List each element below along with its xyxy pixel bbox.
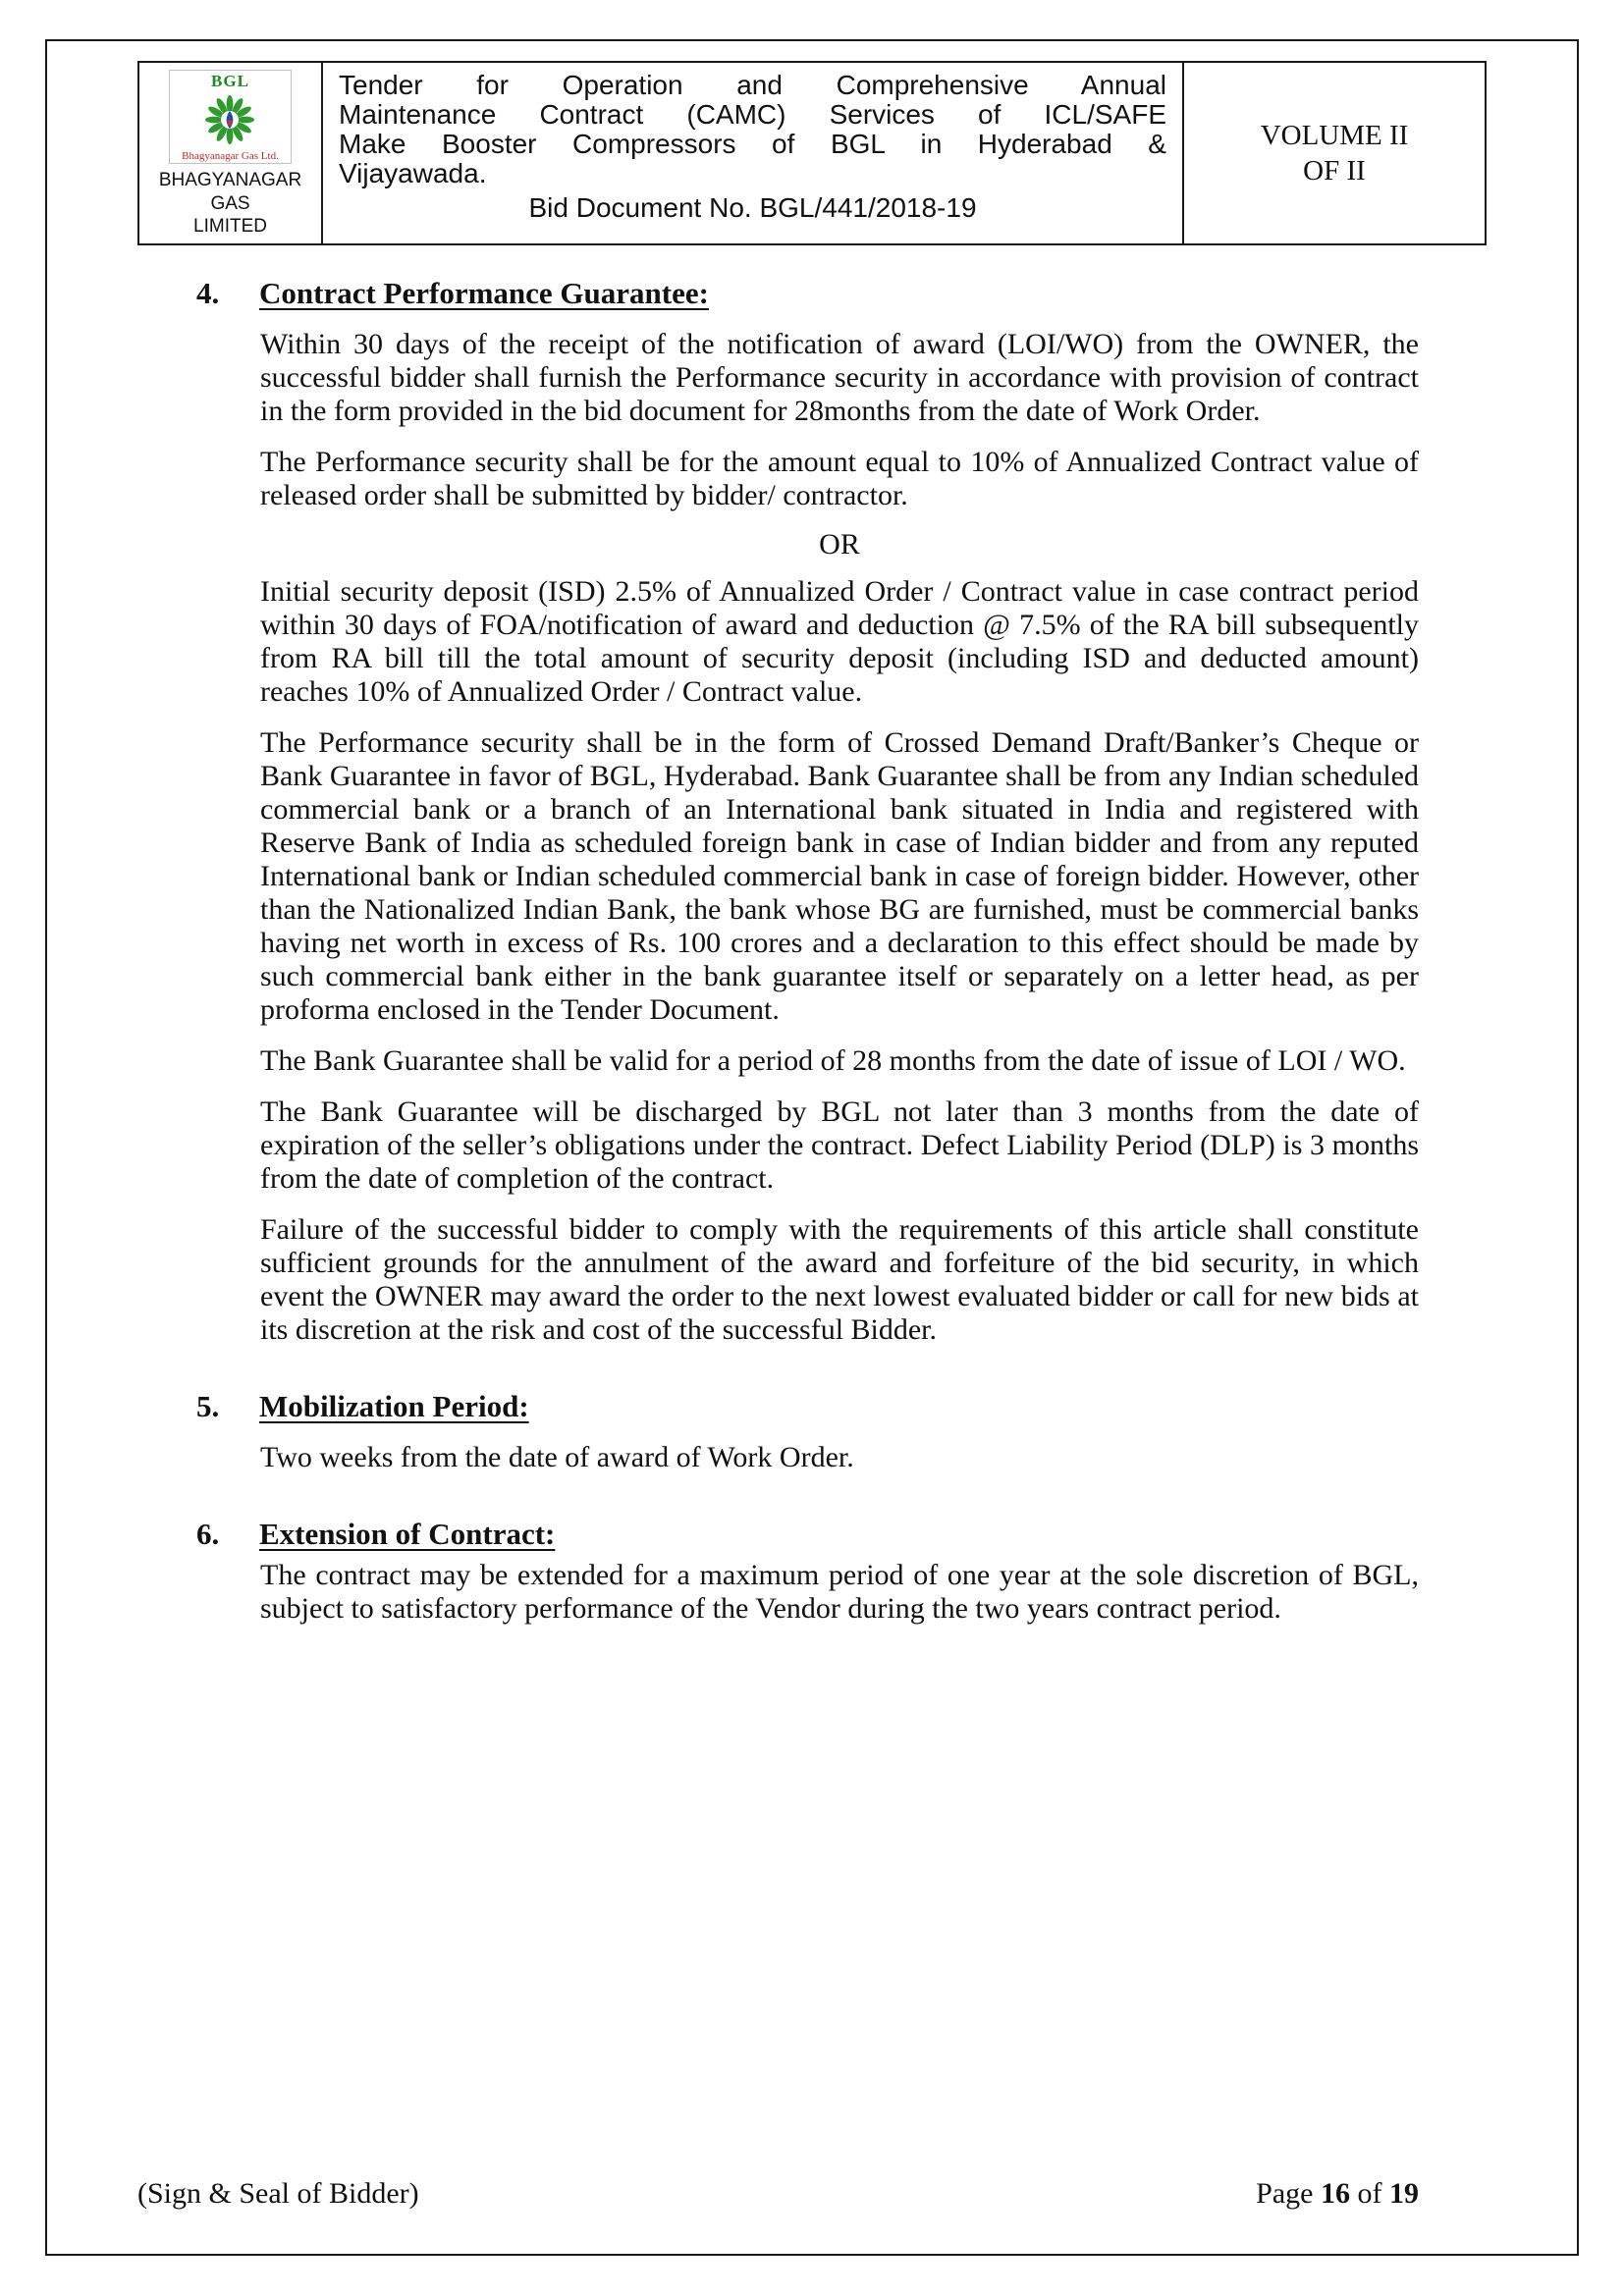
tender-title-line: Maintenance Contract (CAMC) Services of ICL/SAFE bbox=[339, 99, 1166, 130]
section-5-heading bbox=[196, 1390, 1487, 1423]
paragraph: Within 30 days of the receipt of the notification of award (LOI/WO) from the OWNER, the successful bidder shall furnish the Performance security in accordance with provision of contract in the form provided in the bid document for 28months from the date of Work Order. bbox=[260, 328, 1419, 428]
section-6-title: Extension of Contract: bbox=[259, 1517, 556, 1552]
company-logo bbox=[169, 70, 292, 164]
of-word: of bbox=[1357, 2177, 1382, 2210]
tender-title-line: Tender for Operation and Comprehensive Annual bbox=[339, 70, 1166, 100]
paragraph: Failure of the successful bidder to comply with the requirements of this article shall constitute sufficient grounds for the annulment of the award and forfeiture of the bid security, in which event the OWNER may award the order to the next lowest evaluated bidder or call for new bids at its discretion at the risk and cost of the successful Bidder. bbox=[260, 1213, 1419, 1347]
section-4-heading bbox=[196, 277, 1487, 310]
section-4-title: Contract Performance Guarantee: bbox=[259, 276, 709, 311]
paragraph: The Bank Guarantee will be discharged by BGL not later than 3 months from the date of expiration of the seller’s obligations under the contract. Defect Liability Period (DLP) is 3 months from the date of completion of the contract. bbox=[260, 1095, 1419, 1196]
tender-title-line: Make Booster Compressors of BGL in Hyderabad & bbox=[339, 129, 1166, 159]
page-number-value: 16 bbox=[1321, 2177, 1350, 2210]
section-6-heading bbox=[196, 1518, 1487, 1551]
logo-monogram: BGL bbox=[211, 72, 249, 90]
document-body bbox=[137, 277, 1487, 1626]
paragraph: The Performance security shall be for the amount equal to 10% of Annualized Contract value of released order shall be submitted by bidder/ contractor. bbox=[260, 446, 1419, 512]
paragraph: The Bank Guarantee shall be valid for a period of 28 months from the date of issue of LOI / WO. bbox=[260, 1044, 1406, 1078]
company-name bbox=[144, 169, 316, 239]
or-separator: OR bbox=[819, 528, 860, 561]
paragraph: The contract may be extended for a maximum period of one year at the sole discretion of BGL, subject to satisfactory performance of the Vendor during the two years contract period. bbox=[260, 1559, 1419, 1626]
logo-cell bbox=[139, 63, 323, 243]
page-content bbox=[137, 61, 1487, 1643]
page-word: Page bbox=[1256, 2177, 1314, 2210]
page-number-label bbox=[1256, 2177, 1419, 2211]
tender-title-line: Vijayawada. bbox=[339, 158, 487, 188]
page-footer bbox=[137, 2177, 1419, 2211]
paragraph: Two weeks from the date of award of Work Order. bbox=[260, 1441, 854, 1474]
section-4-number: 4. bbox=[196, 276, 220, 311]
sign-seal-label: (Sign & Seal of Bidder) bbox=[137, 2177, 419, 2210]
bid-document-number: Bid Document No. BGL/441/2018-19 bbox=[528, 192, 977, 223]
company-name-line1: BHAGYANAGAR GAS bbox=[158, 169, 302, 214]
document-header bbox=[137, 61, 1487, 245]
volume-line1: VOLUME II bbox=[1260, 119, 1409, 151]
tender-title-cell bbox=[323, 63, 1184, 243]
section-5-number: 5. bbox=[196, 1389, 220, 1424]
volume-label bbox=[1184, 63, 1485, 243]
page-total-value: 19 bbox=[1389, 2177, 1419, 2210]
section-5-title: Mobilization Period: bbox=[259, 1389, 529, 1424]
logo-sunburst-icon bbox=[193, 90, 266, 149]
volume-line2: OF II bbox=[1303, 155, 1366, 187]
paragraph: Initial security deposit (ISD) 2.5% of Annualized Order / Contract value in case contract period within 30 days of FOA/notification of award and deduction @ 7.5% of the RA bill subsequently from RA bill till the total amount of security deposit (including ISD and deducted amount) reaches 10% of Annualized Order / Contract value. bbox=[260, 575, 1419, 709]
company-name-line2: LIMITED bbox=[193, 216, 267, 238]
section-6-number: 6. bbox=[196, 1517, 220, 1552]
paragraph: The Performance security shall be in the form of Crossed Demand Draft/Banker’s Cheque or Bank Guarantee in favor of BGL, Hyderabad. Bank Guarantee shall be from any Indian scheduled commercial bank or a branch of an International bank situated in India and registered with Reserve Bank of India as scheduled foreign bank in case of Indian bidder and from any reputed International bank or Indian scheduled commercial bank in case of foreign bidder. However, other than the Nationalized Indian Bank, the bank whose BG are furnished, must be commercial banks having net worth in excess of Rs. 100 crores and a declaration to this effect should be made by such commercial bank either in the bank guarantee itself or separately on a letter head, as per proforma enclosed in the Tender Document. bbox=[260, 726, 1419, 1027]
logo-caption: Bhagyanagar Gas Ltd. bbox=[182, 149, 279, 162]
